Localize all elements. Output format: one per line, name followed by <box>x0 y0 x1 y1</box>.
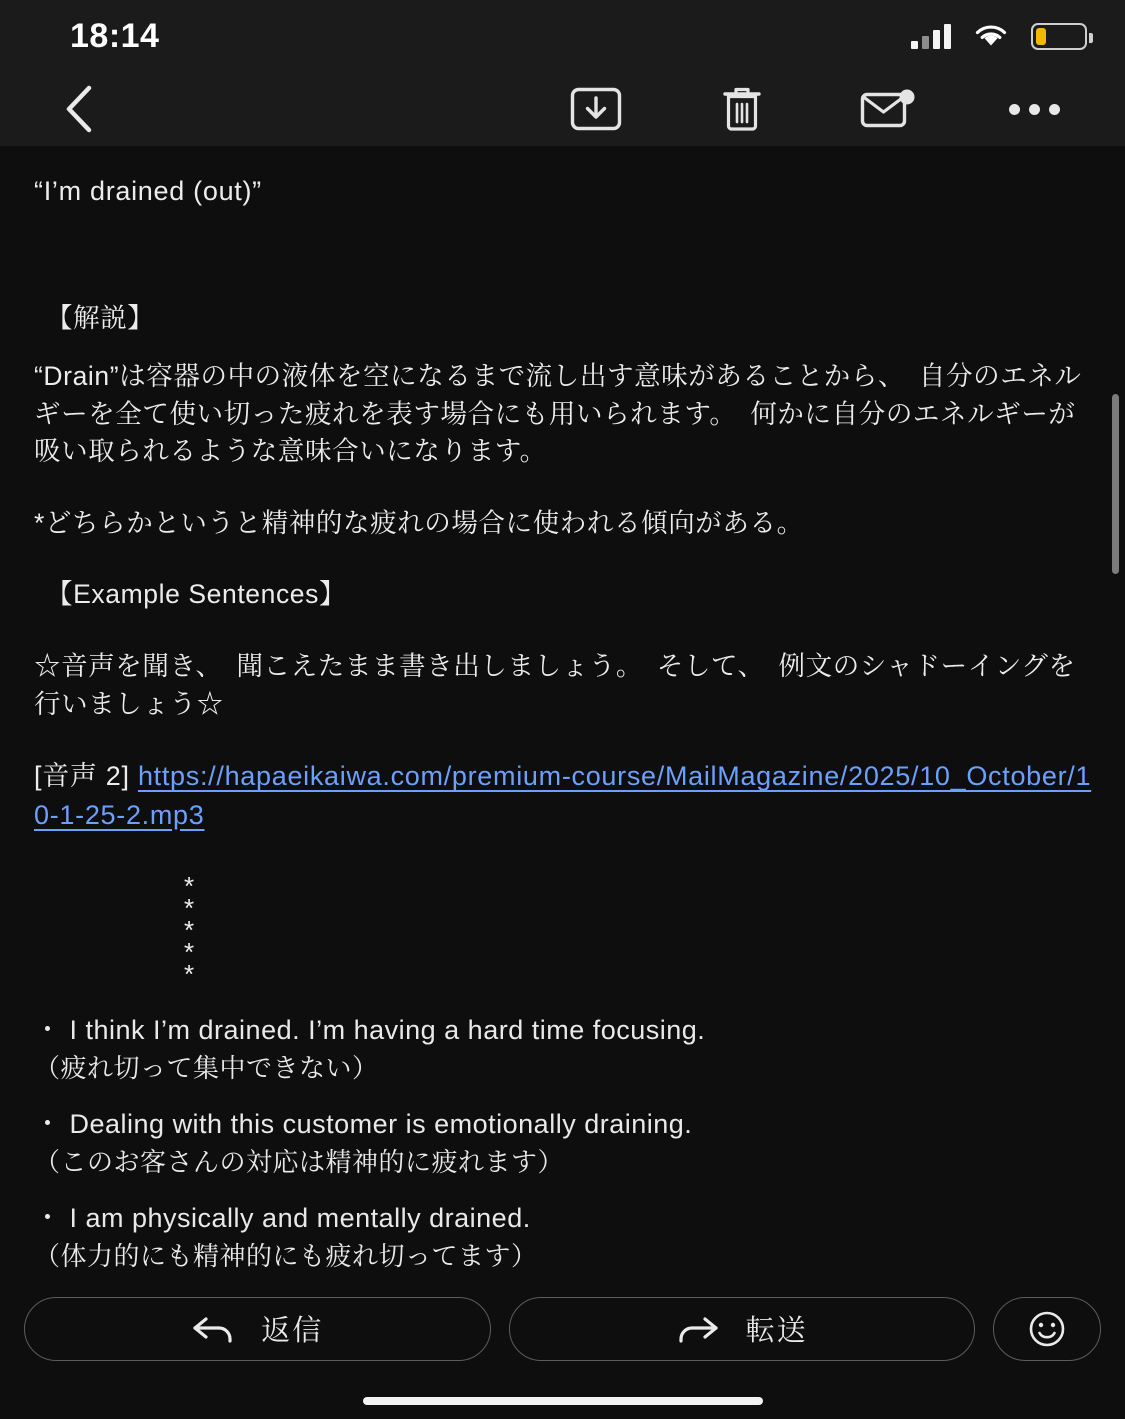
email-body[interactable] <box>0 146 1125 1275</box>
email-action-bar <box>0 1275 1125 1383</box>
example-ja: （このお客さんの対応は精神的に疲れます） <box>34 1146 565 1177</box>
section-explain-title: 【解説】 <box>46 303 155 334</box>
forward-button[interactable] <box>509 1297 976 1361</box>
battery-low-icon <box>1031 23 1087 50</box>
audio-line <box>34 757 1097 834</box>
emoji-icon <box>1027 1309 1067 1349</box>
email-toolbar <box>0 72 1125 146</box>
emoji-button[interactable] <box>993 1297 1101 1361</box>
section-examples-title: 【Example Sentences】 <box>46 579 347 610</box>
example-en: ・ I am physically and mentally drained. <box>34 1203 531 1234</box>
example-en: ・ Dealing with this customer is emotionally draining. <box>34 1109 693 1140</box>
example-item <box>34 1106 1097 1180</box>
reply-arrow-icon <box>191 1313 235 1345</box>
example-item <box>34 1200 1097 1274</box>
back-button[interactable] <box>40 74 118 144</box>
more-options-icon[interactable] <box>995 74 1073 144</box>
audio-label: [音声 2] <box>34 761 130 792</box>
trash-icon[interactable] <box>703 74 781 144</box>
example-en: ・ I think I’m drained. I’m having a hard time focusing. <box>34 1014 706 1045</box>
reply-button[interactable] <box>24 1297 491 1361</box>
cellular-signal-icon <box>911 23 951 49</box>
mark-unread-icon[interactable] <box>849 74 927 144</box>
email-quote: “I’m drained (out)” <box>34 176 262 206</box>
vertical-scrollbar[interactable] <box>1112 394 1119 574</box>
example-ja: （体力的にも精神的にも疲れ切ってます） <box>34 1241 538 1272</box>
archive-icon[interactable] <box>557 74 635 144</box>
status-bar <box>0 0 1125 72</box>
home-indicator <box>0 1383 1125 1419</box>
star-separator <box>34 868 1097 989</box>
star-line: * <box>184 870 195 901</box>
status-time: 18:14 <box>70 16 160 55</box>
star-line: * <box>184 936 195 967</box>
star-line: * <box>184 892 195 923</box>
explain-note: *どちらかというと精神的な疲れの場合に使われる傾向がある。 <box>34 507 804 538</box>
forward-arrow-icon <box>676 1313 720 1345</box>
explain-body: “Drain”は容器の中の液体を空になるまで流し出す意味があることから、 自分のエネルギーを全て使い切った疲れを表す場合にも用いられます。 何かに自分のエネルギーが吸い取られるような意味合いになります。 <box>34 360 1082 467</box>
example-item <box>34 1012 1097 1086</box>
shadowing-instruction: ☆音声を聞き、 聞こえたまま書き出しましょう。 そして、 例文のシャドーイングを行いましょう☆ <box>34 651 1076 719</box>
audio-link[interactable]: https://hapaeikaiwa.com/premium-course/MailMagazine/2025/10_October/10-1-25-2.mp3 <box>34 761 1092 830</box>
reply-label: 返信 <box>261 1315 324 1348</box>
forward-label: 転送 <box>745 1315 808 1348</box>
star-line: * <box>184 914 195 945</box>
star-line: * <box>184 958 195 989</box>
example-ja: （疲れ切って集中できない） <box>34 1052 379 1083</box>
wifi-icon <box>973 23 1009 49</box>
status-indicators <box>911 23 1087 50</box>
